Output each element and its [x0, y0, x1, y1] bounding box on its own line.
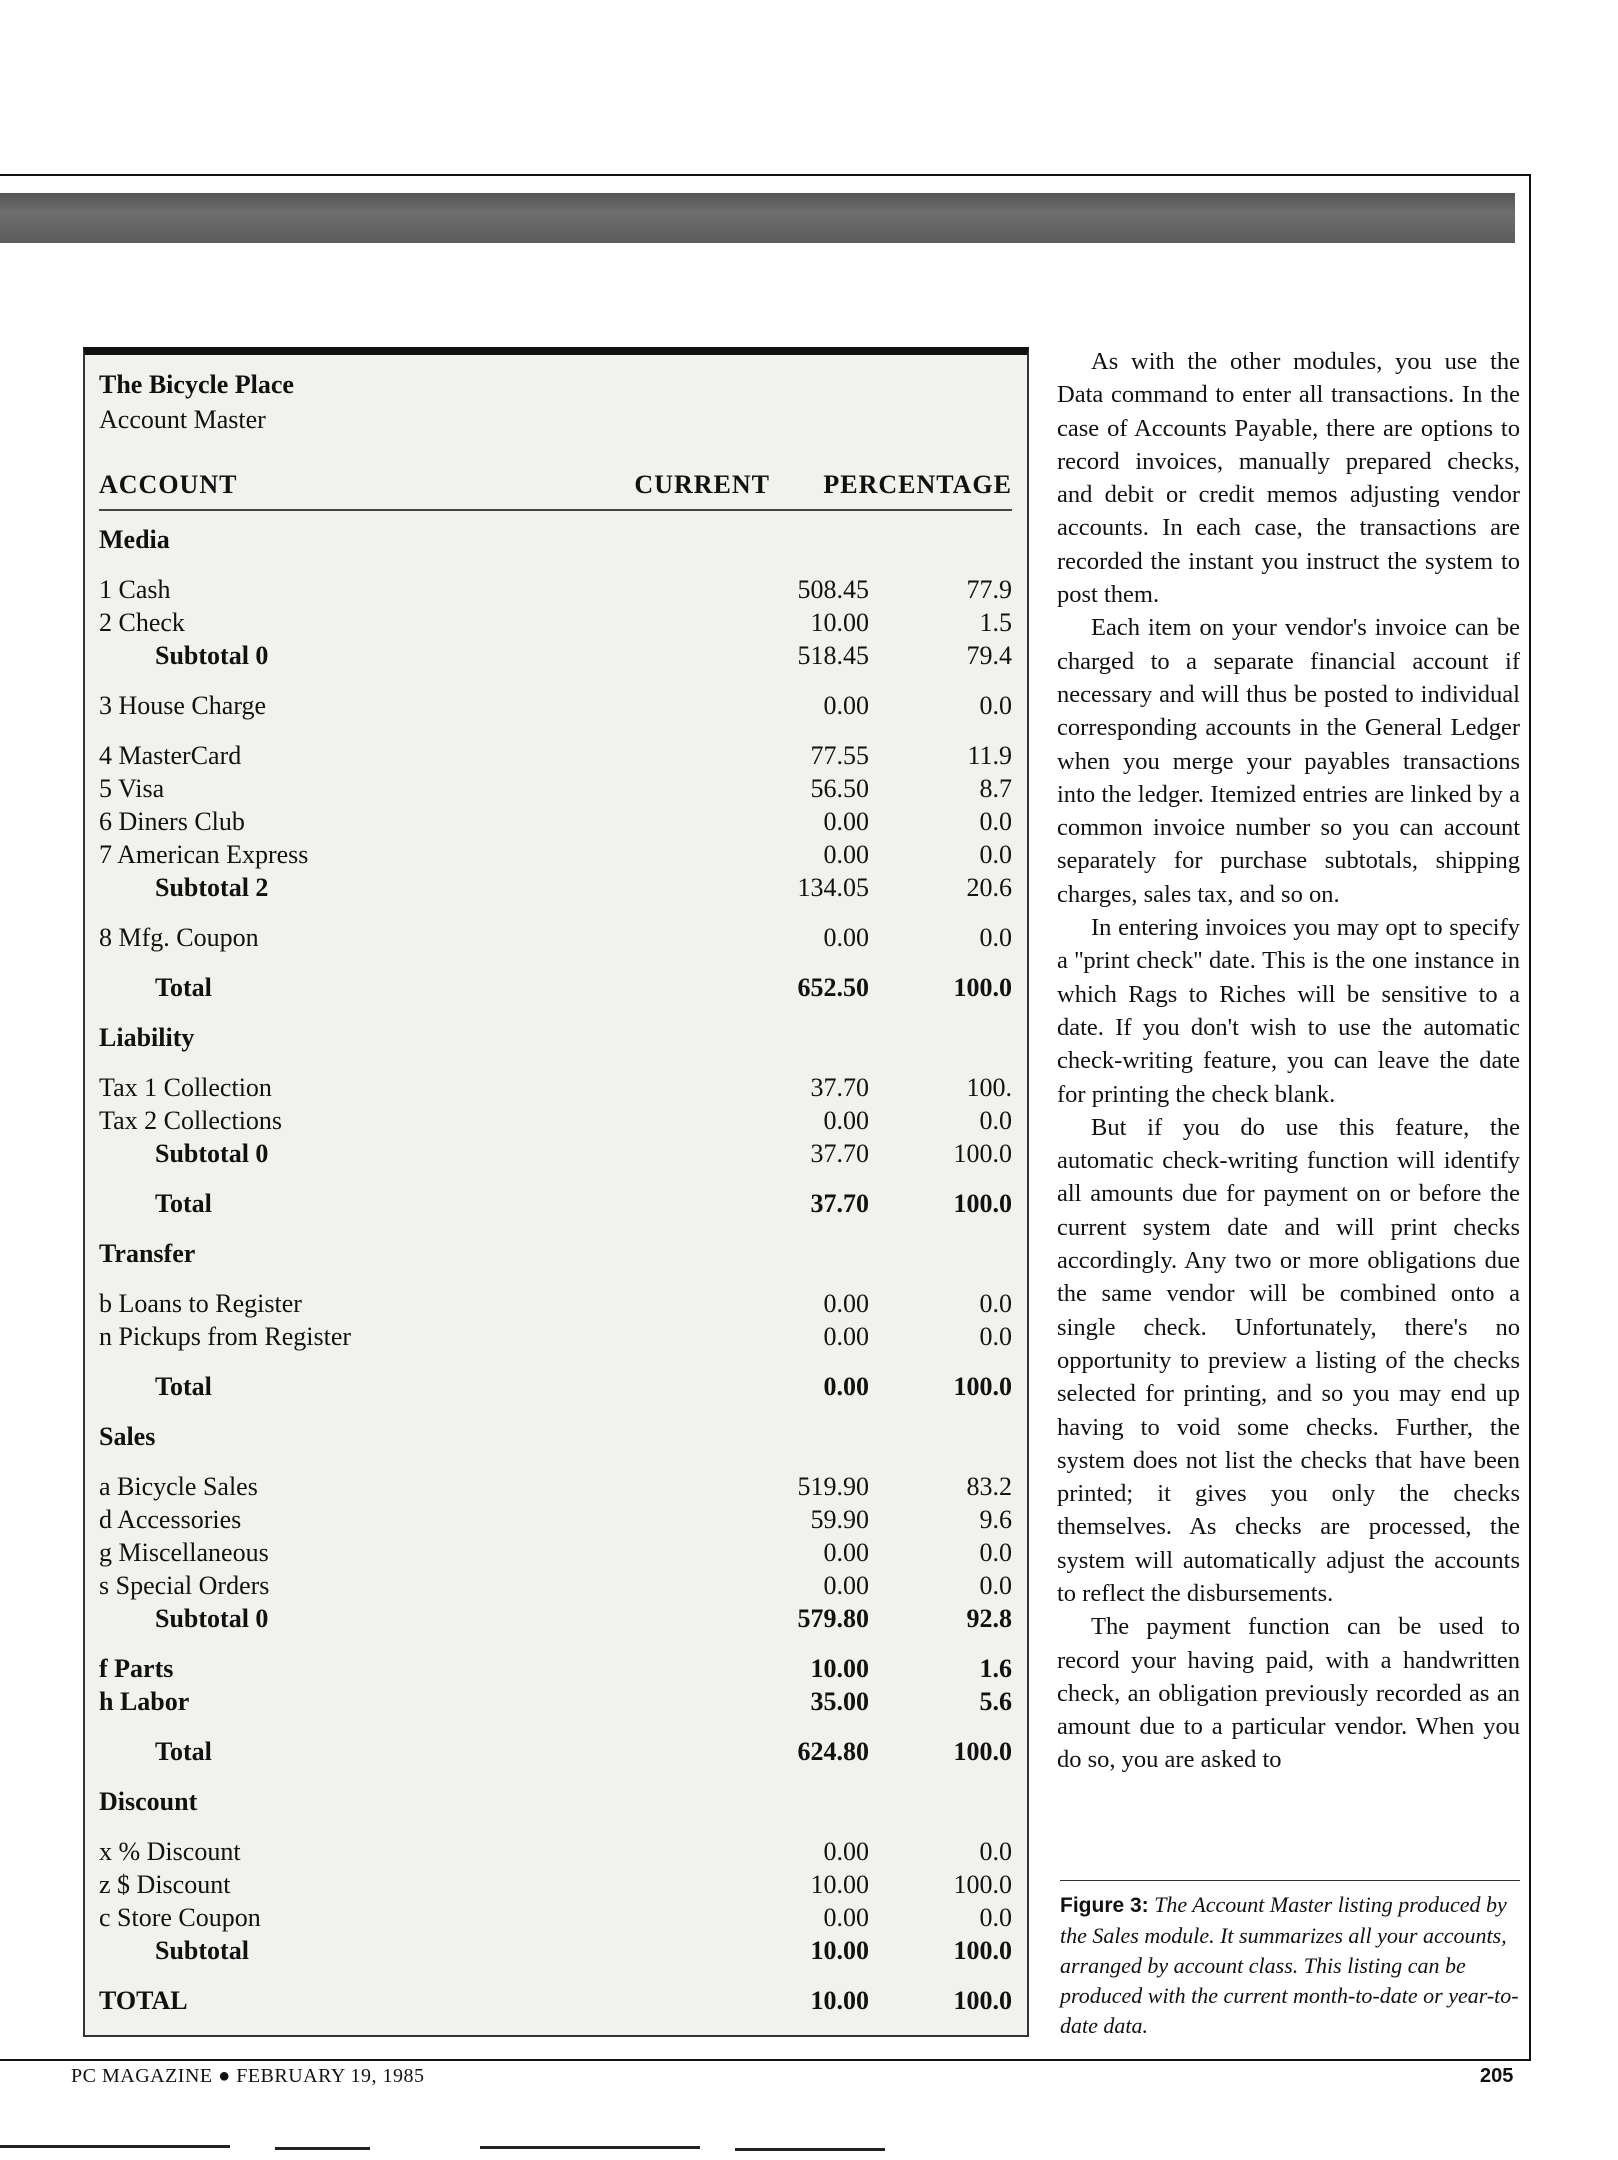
- current-value: 56.50: [810, 774, 869, 803]
- account-label: Sales: [99, 1422, 156, 1451]
- table-row: [99, 1934, 1012, 1967]
- account-group-heading: [99, 523, 1012, 556]
- table-row: [99, 1370, 1012, 1403]
- account-label: Subtotal 0: [155, 1139, 269, 1168]
- account-label: 3 House Charge: [99, 691, 267, 720]
- account-label: Tax 1 Collection: [99, 1073, 272, 1102]
- account-label: Liability: [99, 1023, 195, 1052]
- account-label: a Bicycle Sales: [99, 1472, 258, 1501]
- account-label: z $ Discount: [99, 1870, 231, 1899]
- scan-artifact: [0, 2145, 230, 2148]
- percentage-value: 9.6: [979, 1505, 1012, 1534]
- account-label: Subtotal: [155, 1936, 249, 1965]
- footer-publication: PC MAGAZINE ● FEBRUARY 19, 1985: [71, 2065, 425, 2087]
- account-label: 8 Mfg. Coupon: [99, 923, 259, 952]
- current-value: 10.00: [810, 1936, 869, 1965]
- table-row: [99, 573, 1012, 606]
- figure-label: Figure 3:: [1060, 1894, 1149, 1917]
- account-label: x % Discount: [99, 1837, 241, 1866]
- percentage-value: 0.0: [979, 1837, 1012, 1866]
- percentage-value: 100.0: [953, 1870, 1012, 1899]
- article-paragraph: In entering invoices you may opt to specify a ''print check'' date. This is the one instance in which Rags to Riches will be sensitive to a date. If you don't wish to use the automatic check-writing feature, you can leave the date for printing the check blank.: [1057, 914, 1520, 1108]
- current-value: 35.00: [810, 1687, 869, 1716]
- table-row: [99, 739, 1012, 772]
- table-row: [99, 1868, 1012, 1901]
- figure-caption-text: The Account Master listing produced by the Sales module. It summarizes all your accounts, arranged by account class. This listing can be produced with the current month-to-date or year-to-date data.: [1060, 1892, 1519, 2038]
- percentage-value: 0.0: [979, 840, 1012, 869]
- table-row: [99, 1137, 1012, 1170]
- percentage-value: 79.4: [966, 641, 1012, 670]
- current-value: 0.00: [823, 1289, 869, 1318]
- table-row: [99, 1503, 1012, 1536]
- current-value: 10.00: [810, 1654, 869, 1683]
- current-value: 10.00: [810, 1870, 869, 1899]
- account-group-heading: [99, 1021, 1012, 1054]
- current-value: 0.00: [823, 1837, 869, 1866]
- current-value: 0.00: [823, 1322, 869, 1351]
- company-name: The Bicycle Place: [99, 370, 294, 399]
- account-label: 2 Check: [99, 608, 185, 637]
- page-number: 205: [1480, 2065, 1514, 2087]
- figure-caption: [1060, 1890, 1522, 2041]
- percentage-value: 11.9: [967, 741, 1012, 770]
- scan-artifact: [275, 2147, 370, 2150]
- table-row: [99, 1685, 1012, 1718]
- table-row: [99, 805, 1012, 838]
- header-band: [0, 193, 1515, 243]
- account-label: TOTAL: [99, 1986, 188, 2015]
- percentage-value: 92.8: [966, 1604, 1012, 1633]
- account-label: Subtotal 0: [155, 641, 269, 670]
- column-header-account: ACCOUNT: [99, 470, 238, 499]
- account-label: g Miscellaneous: [99, 1538, 269, 1567]
- column-header-current: CURRENT: [634, 470, 770, 499]
- account-label: f Parts: [99, 1654, 174, 1683]
- account-label: Transfer: [99, 1239, 196, 1268]
- current-value: 0.00: [823, 807, 869, 836]
- percentage-value: 100.0: [953, 1372, 1012, 1401]
- percentage-value: 1.6: [979, 1654, 1012, 1683]
- current-value: 0.00: [823, 1538, 869, 1567]
- percentage-value: 8.7: [979, 774, 1012, 803]
- table-row: [99, 1652, 1012, 1685]
- account-label: s Special Orders: [99, 1571, 270, 1600]
- table-row: [99, 1901, 1012, 1934]
- account-label: Subtotal 2: [155, 873, 269, 902]
- account-label: c Store Coupon: [99, 1903, 261, 1932]
- current-value: 10.00: [810, 608, 869, 637]
- current-value: 0.00: [823, 1571, 869, 1600]
- percentage-value: 100.0: [953, 1189, 1012, 1218]
- table-row: [99, 689, 1012, 722]
- account-label: n Pickups from Register: [99, 1322, 352, 1351]
- account-label: 7 American Express: [99, 840, 309, 869]
- current-value: 10.00: [810, 1986, 869, 2015]
- table-row: [99, 1602, 1012, 1635]
- account-group-heading: [99, 1237, 1012, 1270]
- current-value: 508.45: [797, 575, 869, 604]
- percentage-value: 83.2: [966, 1472, 1012, 1501]
- account-label: Subtotal 0: [155, 1604, 269, 1633]
- percentage-value: 1.5: [979, 608, 1012, 637]
- table-row: [99, 1187, 1012, 1220]
- percentage-value: 0.0: [979, 1571, 1012, 1600]
- current-value: 37.70: [810, 1073, 869, 1102]
- current-value: 518.45: [797, 641, 869, 670]
- table-row: [99, 1835, 1012, 1868]
- percentage-value: 0.0: [979, 1289, 1012, 1318]
- article-paragraph: The payment function can be used to record your having paid, with a handwritten check, an obligation previously recorded as an amount due to a particular vendor. When you do so, you are asked to: [1057, 1613, 1520, 1774]
- percentage-value: 100.0: [953, 1737, 1012, 1766]
- current-value: 0.00: [823, 691, 869, 720]
- current-value: 0.00: [823, 840, 869, 869]
- account-label: 4 MasterCard: [99, 741, 242, 770]
- article-paragraph: Each item on your vendor's invoice can be charged to a separate financial account if necessary and will thus be posted to individual corresponding accounts in the General Ledger when you merge your payables transactions into the ledger. Itemized entries are linked by a common invoice number so you can account separately for purchase subtotals, shipping charges, sales tax, and so on.: [1057, 614, 1520, 908]
- percentage-value: 5.6: [979, 1687, 1012, 1716]
- account-label: h Labor: [99, 1687, 190, 1716]
- percentage-value: 20.6: [966, 873, 1012, 902]
- account-label: Media: [99, 525, 170, 554]
- article-text: [1057, 345, 1520, 1777]
- table-row: [99, 1984, 1012, 2017]
- percentage-value: 0.0: [979, 691, 1012, 720]
- table-row: [99, 772, 1012, 805]
- current-value: 519.90: [797, 1472, 869, 1501]
- percentage-value: 0.0: [979, 1106, 1012, 1135]
- percentage-value: 0.0: [979, 807, 1012, 836]
- percentage-value: 100.0: [953, 1936, 1012, 1965]
- table-row: [99, 1735, 1012, 1768]
- percentage-value: 100.: [966, 1073, 1012, 1102]
- article-paragraph: As with the other modules, you use the Data command to enter all transactions. In the case of Accounts Payable, there are options to record invoices, manually prepared checks, and debit or credit memos adjusting vendor accounts. In each case, the transactions are recorded the instant you instruct the system to post them.: [1057, 348, 1520, 609]
- current-value: 0.00: [823, 1903, 869, 1932]
- percentage-value: 100.0: [953, 1986, 1012, 2015]
- table-row: [99, 1569, 1012, 1602]
- table-row: [99, 971, 1012, 1004]
- current-value: 77.55: [810, 741, 869, 770]
- account-label: Tax 2 Collections: [99, 1106, 283, 1135]
- table-row: [99, 1104, 1012, 1137]
- current-value: 579.80: [797, 1604, 869, 1633]
- account-group-heading: [99, 1785, 1012, 1818]
- table-row: [99, 606, 1012, 639]
- table-row: [99, 1320, 1012, 1353]
- account-label: Total: [155, 1372, 212, 1401]
- percentage-value: 0.0: [979, 1538, 1012, 1567]
- table-row: [99, 1071, 1012, 1104]
- account-group-heading: [99, 1420, 1012, 1453]
- percentage-value: 0.0: [979, 923, 1012, 952]
- table-row: [99, 838, 1012, 871]
- current-value: 0.00: [823, 1372, 869, 1401]
- current-value: 37.70: [810, 1139, 869, 1168]
- scan-artifact: [480, 2146, 700, 2149]
- column-header-percentage: PERCENTAGE: [823, 470, 1012, 499]
- account-label: 5 Visa: [99, 774, 165, 803]
- percentage-value: 77.9: [966, 575, 1012, 604]
- account-label: 1 Cash: [99, 575, 171, 604]
- table-row: [99, 1536, 1012, 1569]
- table-row: [99, 1470, 1012, 1503]
- current-value: 134.05: [797, 873, 869, 902]
- account-label: Discount: [99, 1787, 198, 1816]
- table-row: [99, 639, 1012, 672]
- caption-rule: [1060, 1880, 1520, 1881]
- header-rule: [99, 509, 1012, 511]
- current-value: 0.00: [823, 1106, 869, 1135]
- account-label: Total: [155, 973, 212, 1002]
- table-row: [99, 871, 1012, 904]
- current-value: 37.70: [810, 1189, 869, 1218]
- table-row: [99, 921, 1012, 954]
- account-label: Total: [155, 1737, 212, 1766]
- current-value: 0.00: [823, 923, 869, 952]
- article-paragraph: But if you do use this feature, the automatic check-writing function will identify all amounts due for payment on or before the current system date and will print checks accordingly. Any two or more obligations due the same vendor will be combined onto a single check. Unfortunately, there's no opportunity to preview a listing of the checks selected for printing, and so you may end up having to void some checks. Further, the system does not list the checks that have been printed; it gives you only the checks themselves. As checks are processed, the system will automatically adjust the accounts to reflect the disbursements.: [1057, 1113, 1520, 1607]
- report-title: Account Master: [99, 405, 266, 434]
- scan-artifact: [735, 2148, 885, 2151]
- percentage-value: 100.0: [953, 1139, 1012, 1168]
- current-value: 624.80: [797, 1737, 869, 1766]
- account-label: d Accessories: [99, 1505, 242, 1534]
- account-label: Total: [155, 1189, 212, 1218]
- percentage-value: 100.0: [953, 973, 1012, 1002]
- current-value: 59.90: [810, 1505, 869, 1534]
- percentage-value: 0.0: [979, 1322, 1012, 1351]
- percentage-value: 0.0: [979, 1903, 1012, 1932]
- current-value: 652.50: [797, 973, 869, 1002]
- account-label: 6 Diners Club: [99, 807, 245, 836]
- account-label: b Loans to Register: [99, 1289, 302, 1318]
- table-row: [99, 1287, 1012, 1320]
